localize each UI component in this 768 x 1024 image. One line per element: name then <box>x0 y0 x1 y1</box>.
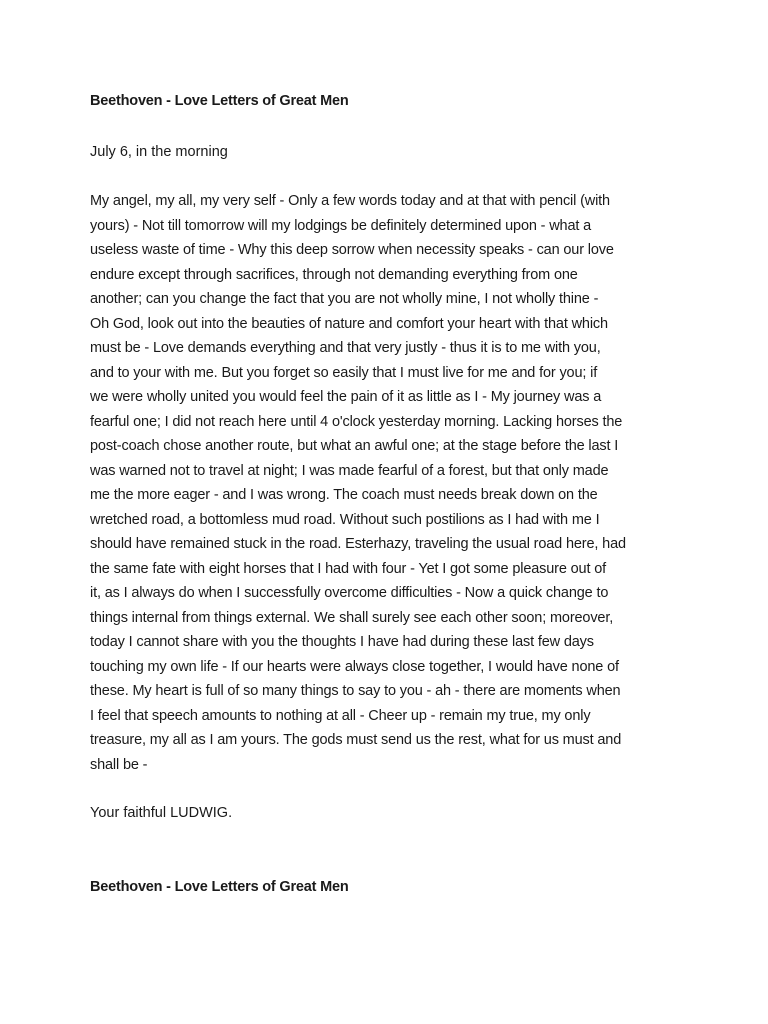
letter-line: shall be - <box>90 756 148 773</box>
letter-line: fearful one; I did not reach here until 4 o'clock yesterday morning. Lacking horses the <box>90 413 623 430</box>
footer-title: Beethoven - Love Letters of Great Men <box>90 879 349 895</box>
letter-line: these. My heart is full of so many things to say to you - ah - there are moments when <box>90 683 621 699</box>
signature: Your faithful LUDWIG. <box>90 805 233 821</box>
letter-line: wretched road, a bottomless mud road. Without such postilions as I had with me I <box>90 511 600 528</box>
letter-line: endure except through sacrifices, through not demanding everything from one <box>90 266 578 283</box>
letter-line: yours) - Not till tomorrow will my lodgings be definitely determined upon - what a <box>90 217 592 234</box>
letter-line: post-coach chose another route, but what an awful one; at the stage before the last I <box>90 438 619 454</box>
letter-line: me the more eager - and I was wrong. The coach must needs break down on the <box>90 487 598 503</box>
letter-line: My angel, my all, my very self - Only a few words today and at that with pencil (with <box>90 193 610 209</box>
letter-line: the same fate with eight horses that I had with four - Yet I got some pleasure out of <box>90 560 607 577</box>
letter-line: I feel that speech amounts to nothing at all - Cheer up - remain my true, my only <box>90 707 591 724</box>
letter-line: Oh God, look out into the beauties of nature and comfort your heart with that which <box>90 315 608 332</box>
letter-line: and to your with me. But you forget so easily that I must live for me and for you; if <box>90 364 598 381</box>
document-title: Beethoven - Love Letters of Great Men <box>90 93 349 109</box>
letter-line: things internal from things external. We shall surely see each other soon; moreover, <box>90 609 614 626</box>
date-line: July 6, in the morning <box>90 144 228 160</box>
letter-line: another; can you change the fact that you are not wholly mine, I not wholly thine - <box>90 291 599 307</box>
letter-line: useless waste of time - Why this deep sorrow when necessity speaks - can our love <box>90 242 614 258</box>
letter-line: it, as I always do when I successfully overcome difficulties - Now a quick change to <box>90 585 609 601</box>
letter-line: must be - Love demands everything and that very justly - thus it is to me with you, <box>90 340 601 356</box>
letter-body <box>90 189 690 777</box>
letter-line: should have remained stuck in the road. Esterhazy, traveling the usual road here, had <box>90 536 626 552</box>
letter-line: we were wholly united you would feel the pain of it as little as I - My journey was a <box>90 389 602 405</box>
letter-line: treasure, my all as I am yours. The gods must send us the rest, what for us must and <box>90 732 622 748</box>
letter-line: today I cannot share with you the thoughts I have had during these last few days <box>90 634 594 650</box>
letter-line: was warned not to travel at night; I was made fearful of a forest, but that only made <box>90 462 609 479</box>
letter-line: touching my own life - If our hearts were always close together, I would have none of <box>90 658 619 675</box>
